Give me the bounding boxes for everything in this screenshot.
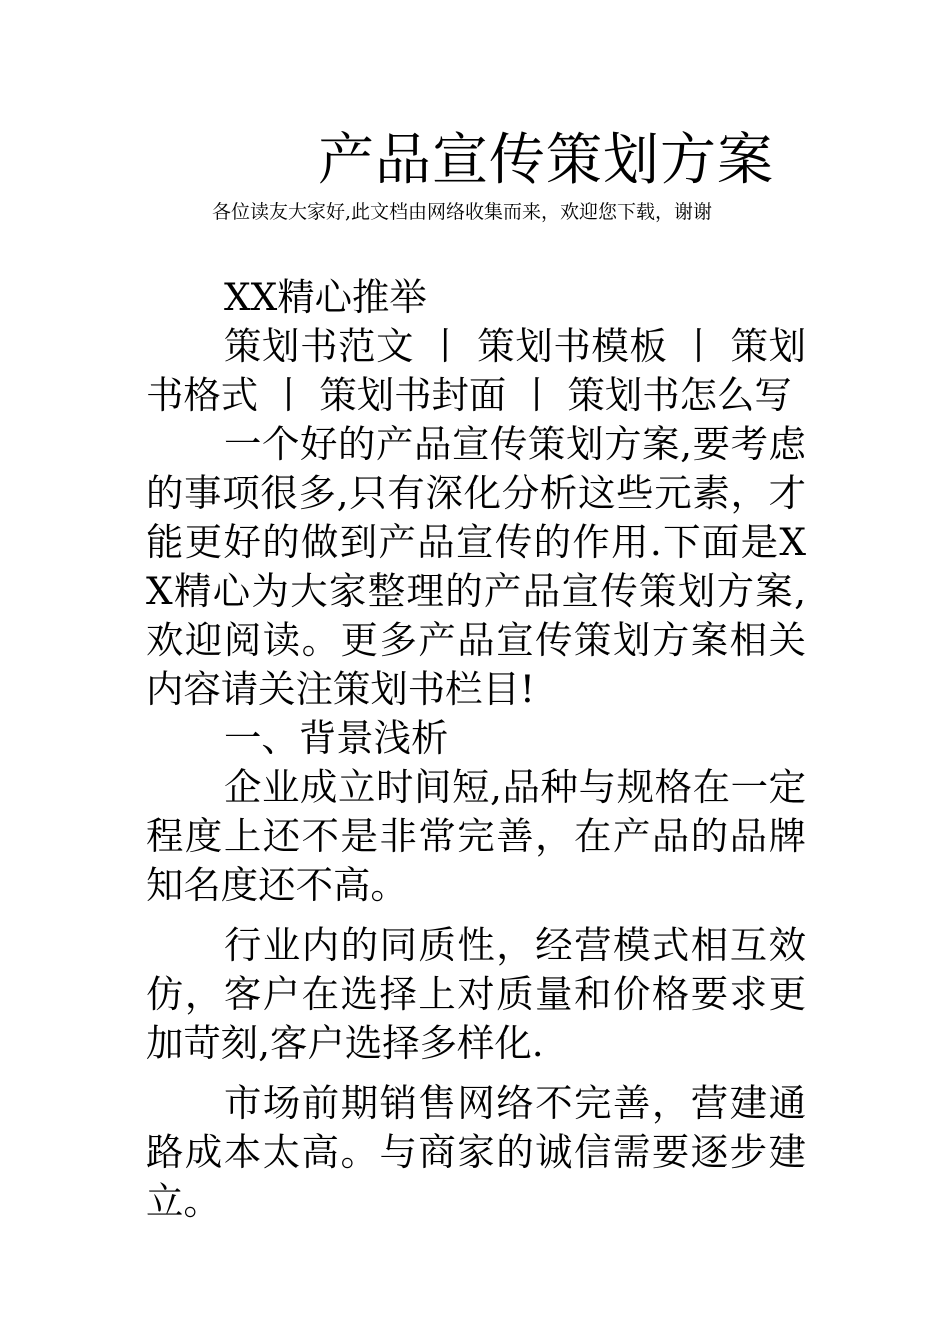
paragraph-links: 策划书范文 丨 策划书模板 丨 策划书格式 丨 策划书封面 丨 策划书怎么写 bbox=[146, 324, 806, 417]
section-heading-background: 一、背景浅析 bbox=[224, 716, 449, 760]
document-title: 产品宣传策划方案 bbox=[318, 128, 774, 193]
paragraph-intro: 一个好的产品宣传策划方案,要考虑的事项很多,只有深化分析这些元素，才能更好的做到产品宣传的作用.下面是XX精心为大家整理的产品宣传策划方案,欢迎阅读。更多产品宣传策划方案相关内容请关注策划书栏目! bbox=[146, 422, 806, 711]
paragraph-background-2: 行业内的同质性，经营模式相互效仿，客户在选择上对质量和价格要求更加苛刻,客户选择多样化. bbox=[146, 923, 806, 1065]
document-subtitle: 各位读友大家好,此文档由网络收集而来，欢迎您下载，谢谢 bbox=[212, 201, 713, 223]
paragraph-background-3: 市场前期销售网络不完善，营建通路成本太高。与商家的诚信需要逐步建立。 bbox=[146, 1081, 806, 1223]
paragraph-recommend: XX精心推举 bbox=[224, 275, 427, 319]
document-body bbox=[146, 273, 806, 1226]
paragraph-background-1: 企业成立时间短,品种与规格在一定程度上还不是非常完善，在产品的品牌知名度还不高。 bbox=[146, 765, 806, 907]
